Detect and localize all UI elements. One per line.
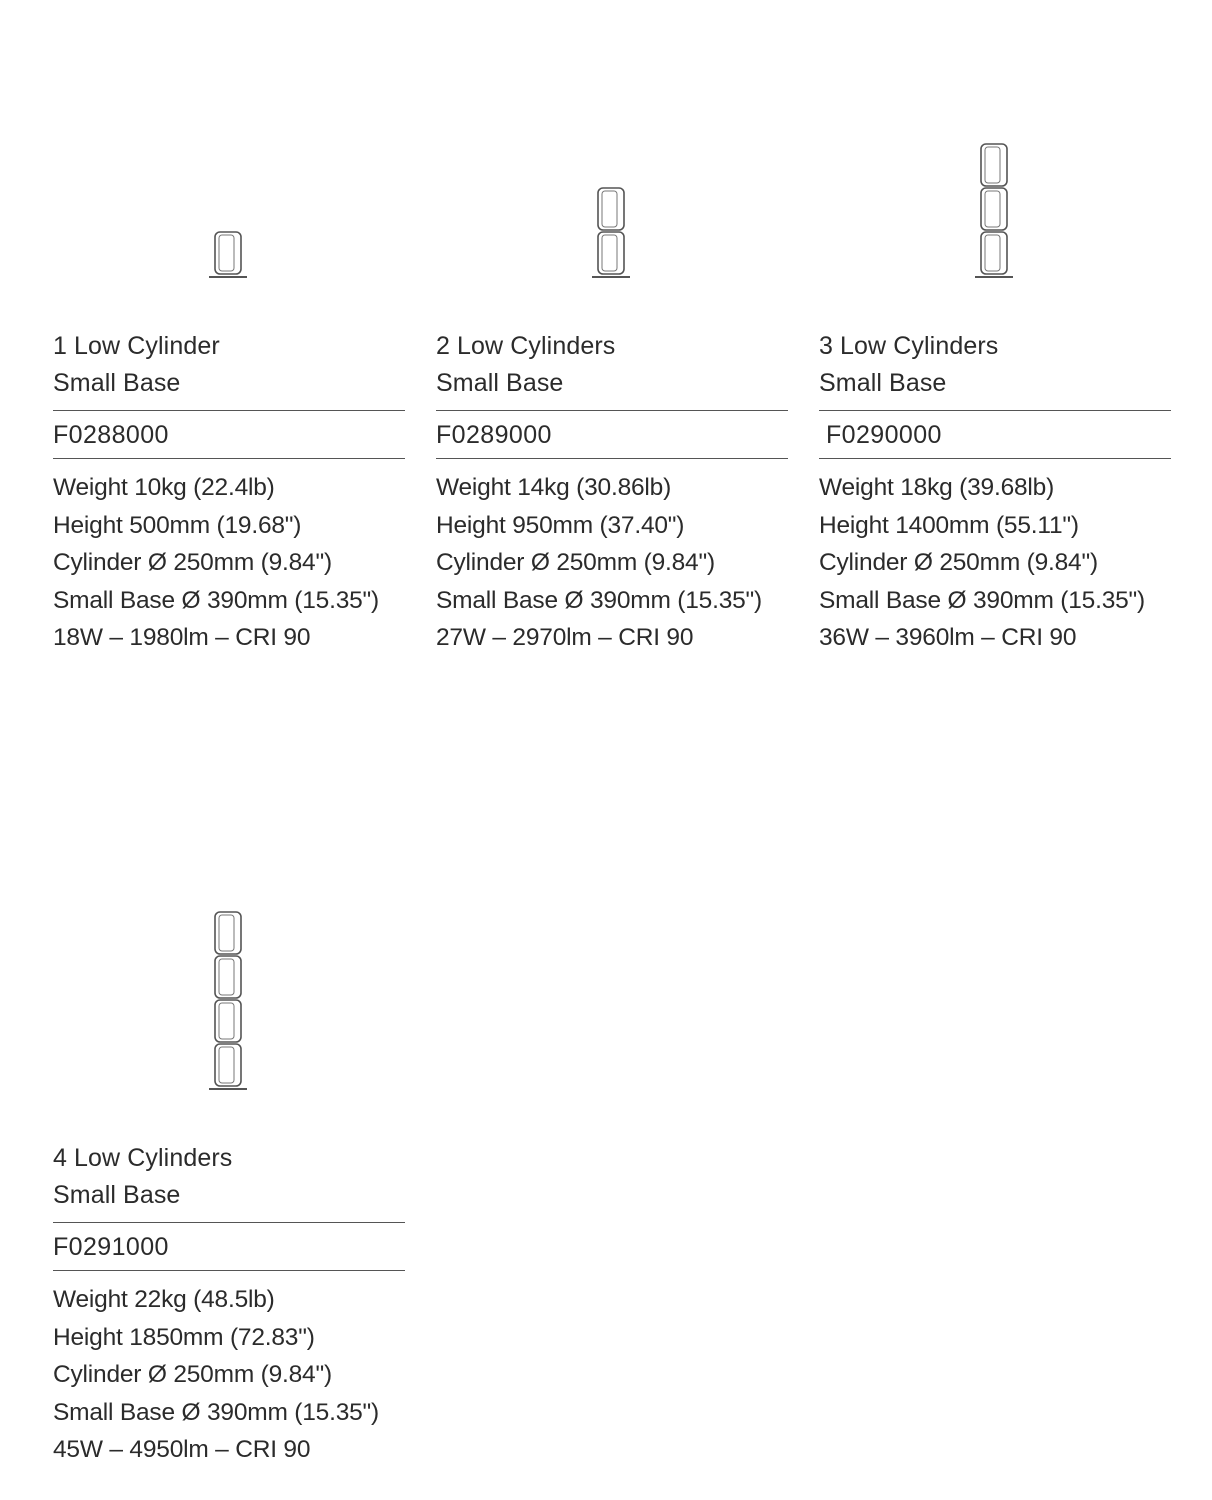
- spec-height: Height 950mm (37.40"): [436, 511, 685, 539]
- lamp-svg: [436, 120, 788, 280]
- spec-list: [436, 469, 796, 657]
- cylinder-diffuser: [219, 1047, 234, 1083]
- cylinder-diffuser: [602, 235, 617, 271]
- divider: [53, 410, 405, 411]
- divider: [436, 410, 788, 411]
- spec-power: 27W – 2970lm – CRI 90: [436, 624, 694, 652]
- cylinder-diffuser: [219, 1003, 234, 1039]
- lamp-drawing: [53, 890, 405, 1092]
- lamp-drawing: [819, 120, 1171, 280]
- spec-weight: Weight 22kg (48.5lb): [53, 1286, 275, 1313]
- product-code: F0291000: [53, 1233, 169, 1261]
- cylinder-diffuser: [985, 147, 1000, 183]
- product-title: [819, 328, 1171, 402]
- spec-height: Height 500mm (19.68"): [53, 511, 302, 539]
- spec-height: Height 1850mm (72.83"): [53, 1323, 315, 1351]
- spec-list: [53, 469, 413, 657]
- spec-height: Height 1400mm (55.11"): [819, 511, 1079, 539]
- spec-cylinder-diameter: Cylinder Ø 250mm (9.84"): [53, 549, 332, 577]
- lamp-drawing: [53, 120, 405, 280]
- product-code: F0290000: [826, 421, 942, 449]
- product-base: Small Base: [436, 369, 564, 397]
- product-title: [53, 1140, 405, 1214]
- divider: [53, 1222, 405, 1223]
- cylinder-diffuser: [219, 959, 234, 995]
- spec-base-diameter: Small Base Ø 390mm (15.35"): [53, 586, 380, 614]
- spec-base-diameter: Small Base Ø 390mm (15.35"): [53, 1398, 380, 1426]
- cylinder-diffuser: [985, 191, 1000, 227]
- spec-base-diameter: Small Base Ø 390mm (15.35"): [819, 586, 1146, 614]
- lamp-svg: [53, 120, 405, 280]
- product-base: Small Base: [819, 369, 947, 397]
- spec-power: 45W – 4950lm – CRI 90: [53, 1436, 311, 1464]
- product-name: 4 Low Cylinders: [53, 1144, 233, 1172]
- spec-power: 36W – 3960lm – CRI 90: [819, 624, 1077, 652]
- spec-list: [53, 1281, 413, 1469]
- lamp-drawing: [436, 120, 788, 280]
- cylinder-diffuser: [219, 915, 234, 951]
- cylinder-diffuser: [602, 191, 617, 227]
- spec-cylinder-diameter: Cylinder Ø 250mm (9.84"): [819, 549, 1098, 577]
- spec-list: [819, 469, 1179, 657]
- product-base: Small Base: [53, 369, 181, 397]
- divider: [53, 1270, 405, 1271]
- product-code: F0289000: [436, 421, 552, 449]
- spec-weight: Weight 18kg (39.68lb): [819, 474, 1055, 501]
- spec-cylinder-diameter: Cylinder Ø 250mm (9.84"): [436, 549, 715, 577]
- product-base: Small Base: [53, 1181, 181, 1209]
- spec-weight: Weight 14kg (30.86lb): [436, 474, 672, 501]
- spec-base-diameter: Small Base Ø 390mm (15.35"): [436, 586, 763, 614]
- product-name: 3 Low Cylinders: [819, 332, 999, 360]
- product-name: 1 Low Cylinder: [53, 332, 220, 360]
- cylinder-diffuser: [219, 235, 234, 271]
- lamp-svg: [53, 890, 405, 1092]
- spec-cylinder-diameter: Cylinder Ø 250mm (9.84"): [53, 1361, 332, 1389]
- product-title: [436, 328, 788, 402]
- product-name: 2 Low Cylinders: [436, 332, 616, 360]
- divider: [819, 458, 1171, 459]
- divider: [819, 410, 1171, 411]
- lamp-svg: [819, 120, 1171, 280]
- spec-power: 18W – 1980lm – CRI 90: [53, 624, 311, 652]
- product-code: F0288000: [53, 421, 169, 449]
- product-title: [53, 328, 405, 402]
- cylinder-diffuser: [985, 235, 1000, 271]
- spec-weight: Weight 10kg (22.4lb): [53, 474, 275, 501]
- divider: [53, 458, 405, 459]
- divider: [436, 458, 788, 459]
